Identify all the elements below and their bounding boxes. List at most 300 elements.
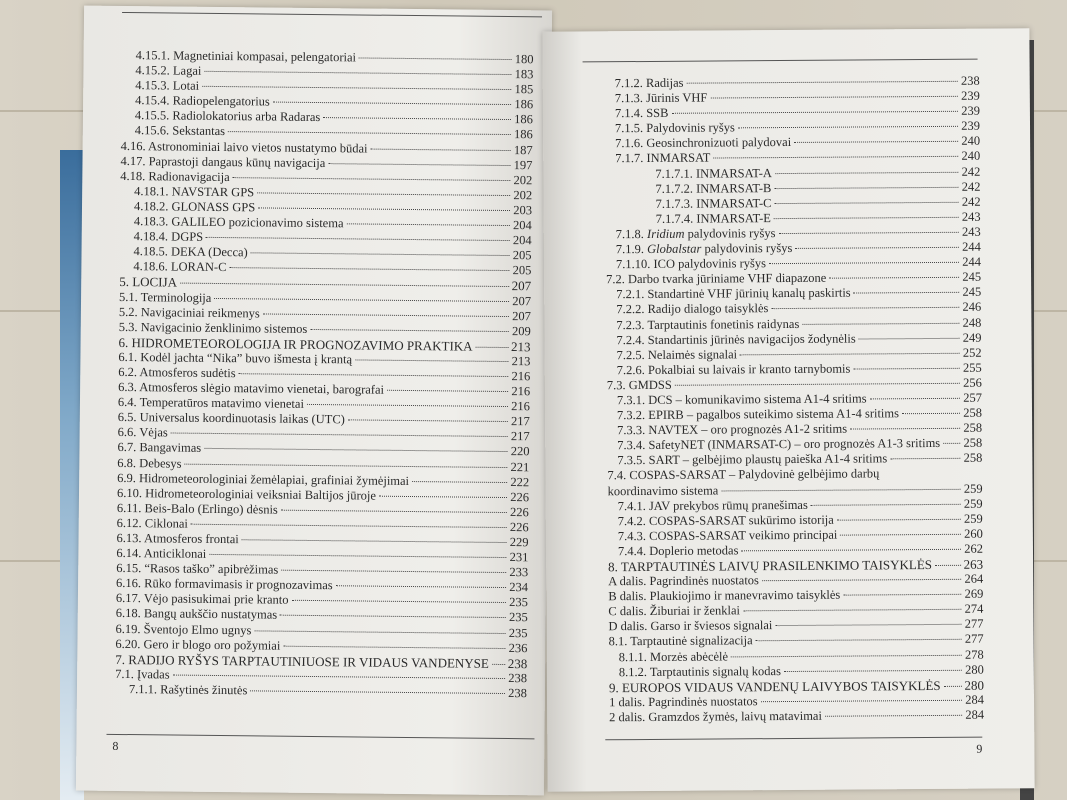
toc-entry-page: 258 (963, 450, 983, 466)
toc-entry-page: 262 (964, 541, 984, 556)
toc-entry-number: 6.9. (117, 470, 137, 485)
toc-entry-page: 245 (962, 284, 982, 300)
toc-entry-number: 7.1.3. (614, 91, 643, 106)
toc-entry-page: 258 (963, 420, 983, 435)
page-number: 9 (976, 741, 983, 756)
toc-entry-text: Beis-Balo (Erlingo) dėsnis (144, 501, 278, 517)
toc-entry-text: Tarptautinis signalų kodas (649, 663, 781, 679)
toc-entry-page: 244 (962, 254, 982, 269)
toc-entry-title (119, 274, 177, 290)
toc-entry-title (118, 365, 236, 381)
toc-entry-number: 6.16. (116, 576, 142, 591)
toc-entry-number: 4.15.4. (135, 93, 170, 108)
toc-entry-text: Kodėl jachta “Nika” buvo išmesta į krantą (140, 350, 353, 367)
toc-entry-number: 9. (608, 679, 619, 696)
toc-entry-text: Bangavimas (139, 440, 202, 456)
toc-entry-page: 259 (963, 511, 983, 526)
dot-leader (171, 433, 508, 438)
dot-leader (283, 645, 505, 648)
dot-leader (379, 495, 507, 497)
toc-entry-title (609, 694, 758, 710)
dot-leader (173, 674, 506, 678)
toc-entry-page: 217 (510, 429, 530, 444)
toc-entry-text: DEKA (Decca) (170, 244, 248, 260)
dot-leader (935, 565, 961, 566)
toc-entry-number: 8. (608, 559, 618, 575)
toc-entry-text: Tarptautinis fonetinis raidynas (647, 316, 800, 332)
toc-entry-page: 243 (961, 209, 981, 224)
dot-leader (731, 654, 962, 657)
toc-entry-text: Hidrometeorologiniai žemėlapiai, grafiniai žymėjimai (138, 470, 410, 488)
dot-leader (355, 359, 509, 362)
toc-entry-text: RADIJO RYŠYS TARPTAUTINIUOSE IR VIDAUS VANDENYSE (128, 651, 489, 671)
toc-entry-page: 235 (508, 610, 528, 625)
dot-leader (202, 86, 511, 90)
toc-entry-number: 6.1. (118, 349, 138, 365)
toc-entry-number: 7.4.2. (617, 513, 646, 528)
toc-entry-text: Radiopelengatorius (172, 93, 270, 109)
toc-entry-number: 4.15.1. (135, 48, 171, 63)
toc-entry-number: 5. (119, 274, 130, 290)
toc-entry-text: INMARSAT-E (696, 210, 771, 226)
toc-entry-title (609, 678, 941, 695)
toc-entry-title (116, 621, 252, 637)
toc-entry-title (617, 391, 867, 408)
toc-entry-page: 180 (514, 52, 534, 67)
toc-entry-page: 284 (965, 707, 985, 722)
toc-entry-number: 6.20. (115, 636, 141, 651)
toc-entry-number: 7.2.3. (616, 317, 645, 332)
toc-entry-text: COSPAS-SARSAT veikimo principai (649, 527, 838, 543)
toc-entry-page: 259 (963, 481, 983, 496)
toc-entry-text: GALILEO pozicionavimo sistema (171, 214, 344, 231)
toc-entry-page: 220 (510, 444, 530, 459)
toc-entry-page: 217 (510, 414, 530, 429)
toc-entry-text: Gero ir blogo oro požymiai (143, 636, 281, 653)
toc-entry-title (608, 588, 840, 605)
toc-entry-title (609, 709, 822, 725)
dot-leader (811, 503, 961, 505)
toc-entry-page: 255 (962, 360, 982, 375)
toc-entry-number: 4.18.5. (133, 244, 168, 259)
toc-entry-text: Tarptautinė signalizacija (630, 633, 753, 649)
dot-leader (250, 690, 505, 694)
dot-leader (206, 237, 510, 241)
toc-entry-text: Radijo dialogo taisyklės (647, 301, 769, 317)
toc-entry-title (616, 256, 766, 272)
toc-entry-page: 238 (508, 670, 528, 686)
toc-entry-page: 205 (512, 263, 532, 278)
toc-entry-text: SART – gelbėjimo plaustų paieška A1-4 sritims (648, 451, 888, 468)
toc-entry-text: Rašytinės žinutės (160, 682, 248, 698)
header-rule (583, 59, 978, 63)
dot-leader (774, 217, 959, 219)
toc-entry-text: Astronominiai laivo vietos nustatymo būdai (148, 138, 368, 156)
dot-leader (843, 594, 961, 596)
toc-entry-text: Darbo tvarka jūriniame VHF diapazone (627, 270, 827, 287)
toc-entry-title (617, 436, 940, 453)
toc-entry-number: 7.4.1. (617, 498, 646, 513)
toc-entry-number: 7.2. (606, 272, 625, 287)
dot-leader (336, 586, 507, 589)
toc-entry-number: 4.18.1. (134, 183, 169, 199)
toc-entry-page: 257 (963, 390, 982, 405)
toc-entry-number: 4.15.2. (135, 63, 170, 78)
toc-entry-page: 243 (961, 224, 981, 239)
dot-leader (902, 413, 960, 414)
dot-leader (762, 579, 962, 581)
toc-entry-number: 7.2.4. (616, 332, 645, 347)
toc-entry-page: 258 (963, 435, 983, 451)
toc-entry-number: 8.1.2. (618, 664, 647, 679)
toc-entry-page: 204 (513, 218, 532, 233)
toc-entry-text: palydovinis ryšys (701, 241, 793, 256)
toc-entry-page: 226 (509, 519, 529, 535)
toc-entry-number: 6.8. (117, 455, 137, 470)
toc-entry-page: 240 (961, 134, 981, 149)
toc-entry-page: 222 (510, 474, 530, 489)
toc-entry-page: 235 (508, 625, 528, 640)
toc-entry-page: 242 (961, 164, 981, 179)
dot-leader (853, 368, 960, 370)
toc-entry-number: 5.2. (118, 304, 138, 319)
toc-entry-number: 6.13. (116, 530, 142, 546)
toc-entry-page: 213 (510, 338, 531, 355)
dot-leader (870, 398, 961, 400)
toc-entry-text: Radijas (645, 75, 684, 90)
dot-leader (254, 630, 505, 634)
toc-entry-page: 234 (509, 580, 529, 595)
toc-entry-page: 278 (964, 647, 984, 662)
toc-entry-title (117, 516, 188, 532)
toc-entry-page: 239 (961, 103, 980, 118)
dot-leader (359, 57, 512, 60)
toc-entry-text: Paprastoji dangaus kūnų navigacija (148, 153, 326, 170)
toc-entry-number: 4.18.3. (133, 214, 169, 229)
footer-rule (106, 734, 534, 739)
toc-entry-title (608, 557, 932, 574)
dot-leader (890, 458, 960, 459)
toc-entry-page: 248 (962, 315, 982, 330)
toc-entry-number: 4.18.4. (133, 229, 169, 244)
dot-leader (185, 463, 508, 467)
dot-leader (686, 81, 958, 84)
toc-entry-text: ICO palydovinis ryšys (653, 256, 767, 272)
toc-entry-page: 209 (511, 323, 531, 338)
toc-entry-page: 256 (963, 375, 982, 390)
toc-entry-page: 238 (960, 73, 980, 88)
toc-entry-number: 4.15.5. (134, 108, 170, 123)
toc-entry-title (615, 91, 708, 107)
dot-leader (741, 549, 961, 552)
dot-leader (209, 554, 506, 558)
dot-leader (191, 524, 507, 528)
toc-entry-page: 187 (513, 142, 533, 157)
toc-entry-title (655, 166, 772, 182)
toc-entry-number: 4.15.3. (135, 78, 170, 93)
toc-entry (607, 436, 982, 454)
toc-entry-text: EUROPOS VIDAUS VANDENŲ LAIVYBOS TAISYKLĖS (621, 677, 941, 695)
toc-entry-number: 6.5. (117, 410, 137, 425)
toc-entry-title (133, 259, 226, 275)
dot-leader (229, 267, 509, 271)
dot-leader (281, 570, 506, 573)
toc-entry-number: 7.4.4. (617, 543, 647, 559)
toc-entry-text: Navigacinio ženklinimo sistemos (140, 319, 308, 336)
toc-entry-title (606, 271, 826, 288)
dot-leader (263, 313, 509, 317)
toc-entry-page: 252 (962, 345, 982, 360)
toc-entry-text: palydovinis ryšys (684, 226, 776, 241)
toc-entry-number: 7.2.1. (616, 287, 645, 302)
toc-entry-text: Rūko formavimasis ir prognozavimas (144, 576, 333, 593)
dot-leader (743, 609, 962, 612)
toc-entry-title (617, 347, 738, 363)
toc-entry-page: 280 (964, 677, 984, 693)
toc-entry-page: 204 (512, 233, 532, 248)
dot-leader (802, 322, 959, 324)
toc-entry-title (608, 483, 719, 499)
toc-entry-title (616, 331, 855, 348)
dot-leader (854, 292, 960, 294)
toc-entry-page: 269 (964, 586, 984, 601)
toc-entry-title (616, 226, 776, 242)
dot-leader (258, 207, 510, 211)
toc-entry-text: Lotai (172, 78, 200, 93)
toc-entry-page: 246 (962, 300, 982, 315)
toc-entry-page: 235 (509, 595, 528, 610)
toc-entry-title (135, 93, 270, 109)
toc-entry-page: 277 (964, 617, 984, 632)
toc-entry-page: 207 (512, 293, 532, 308)
toc-entry-page: 274 (964, 601, 984, 617)
dot-leader (738, 126, 958, 129)
toc-entry-text: Palydovinis ryšys (646, 120, 735, 136)
toc-entry-number: 7.1.5. (614, 121, 644, 136)
toc-entry-number: 6.7. (117, 440, 137, 455)
toc-entry-text: Bangų aukščio nustatymas (143, 606, 278, 623)
toc-entry-text: NAVSTAR GPS (171, 184, 255, 200)
toc-entry-number: 7.2.2. (616, 302, 645, 317)
dot-leader (671, 111, 958, 114)
toc-entry-number: 6.12. (116, 515, 142, 531)
dot-leader (850, 428, 960, 430)
toc-entry-text: INMARSAT (646, 151, 711, 166)
toc-entry-title (115, 667, 170, 683)
toc-entry-page: 226 (510, 489, 530, 504)
toc-entry-title (617, 406, 899, 423)
dot-leader (740, 352, 960, 355)
toc-entry-title (117, 440, 201, 456)
dot-leader (370, 148, 510, 150)
toc-entry-text: INMARSAT-A (695, 165, 772, 181)
toc-entry-title (116, 606, 278, 623)
right-page (542, 28, 1034, 791)
toc-entry-title (615, 135, 791, 151)
toc-entry-number: 7.1. (115, 666, 134, 681)
dot-leader (784, 669, 962, 671)
toc-entry-title (616, 302, 768, 318)
toc-entry-text: Įvadas (136, 667, 170, 682)
toc-entry-text: Radiolokatorius arba Radaras (172, 108, 321, 125)
toc-entry-title (615, 76, 684, 91)
toc-entry-title (608, 604, 740, 620)
toc-entry-text: Sekstantas (172, 123, 226, 139)
toc-entry-text: SSB (646, 106, 669, 121)
dot-leader (280, 615, 506, 618)
toc-entry-text: Atmosferos frontai (143, 531, 239, 547)
toc-entry-text: NAVTEX – oro prognozės A1-2 sritims (648, 421, 848, 438)
toc-entry-title (135, 78, 199, 94)
toc-entry-title (115, 637, 280, 654)
toc-entry-page: 242 (961, 179, 981, 194)
toc-entry-title (616, 316, 799, 332)
toc-entry-page: 258 (963, 405, 983, 420)
dot-leader (233, 177, 511, 181)
toc-entry-number: 7.3.4. (617, 438, 646, 453)
toc-entry-text: Atmosferos slėgio matavimo vienetai, barografai (139, 380, 385, 397)
toc-entry-page: 231 (509, 550, 529, 565)
toc-entry-number: 6. (118, 334, 129, 350)
toc-entry-page: 213 (511, 353, 531, 369)
toc-entry-number: 8.1. (608, 634, 628, 649)
dot-leader (795, 247, 959, 249)
toc-entry-title (616, 241, 793, 257)
toc-entry-title (119, 305, 260, 321)
toc-entry-text: Navigaciniai reikmenys (140, 304, 260, 321)
toc-entry-title (116, 531, 238, 547)
toc-entry-text: INMARSAT-C (696, 195, 772, 211)
dot-leader (204, 448, 508, 452)
toc-entry-page: 263 (963, 556, 984, 572)
toc-entry-text: Universalus koordinuotasis laikas (UTC) (139, 410, 345, 427)
toc-entry-number: 8.1.1. (618, 649, 647, 664)
toc-entry-page: 202 (513, 187, 533, 203)
toc-entry-text: Pokalbiai su laivais ir kranto tarnybomis (647, 361, 851, 377)
header-rule (122, 12, 542, 17)
toc-entry-page: 205 (512, 248, 532, 263)
toc-entry-title (616, 286, 851, 303)
toc-entry-number: 7.1.6. (615, 136, 644, 151)
toc-entry-title (615, 121, 735, 137)
toc-entry-number: 7.1.7. (615, 151, 644, 166)
toc-entry-number: 6.6. (117, 425, 137, 440)
toc-entry-title (615, 151, 710, 167)
toc-entry-title (116, 561, 278, 578)
dot-leader (778, 232, 959, 234)
toc-entry-title (607, 467, 879, 484)
toc-entry-text: Standartinė VHF jūrinių kanalų paskirtis (647, 285, 851, 302)
dot-leader (774, 202, 958, 204)
toc-entry-text: EPIRB – pagalbos suteikimo sistema A1-4 sritims (648, 406, 900, 423)
dot-leader (214, 297, 509, 301)
toc-entry-title (619, 664, 781, 680)
toc-entry-text: Atmosferos sudėtis (139, 365, 236, 381)
toc-entry-page: 202 (513, 172, 533, 188)
toc-entry-page: 226 (510, 504, 529, 520)
dot-leader (774, 186, 958, 188)
left-page (76, 6, 552, 796)
toc-entry-text: Debesys (139, 455, 182, 471)
dot-leader (675, 383, 960, 386)
dot-leader (347, 223, 511, 226)
toc-entry-page: 238 (508, 685, 528, 701)
toc-entry-italic-term: Iridium (646, 226, 685, 241)
toc-entry-text: Jūrinis VHF (646, 90, 708, 106)
toc-entry-title (615, 106, 669, 121)
toc-entry-number: 5.1. (119, 289, 138, 304)
toc-entry-number: 5.3. (118, 319, 138, 334)
toc-entry-number: 6.14. (116, 546, 142, 561)
dot-leader (829, 277, 959, 279)
toc-entry-page: 216 (511, 399, 531, 414)
toc-entry-text: INMARSAT-B (696, 180, 772, 196)
dot-leader (257, 192, 510, 196)
toc-entry-text: Anticiklonai (143, 546, 207, 561)
toc-entry-text: SafetyNET (INMARSAT-C) – oro prognozės A1-3 sritims (648, 436, 941, 453)
toc-entry-number: 4.18.2. (133, 199, 169, 214)
dot-leader (713, 156, 958, 159)
toc-entry-text: “Rasos taško” apibrėžimas (144, 561, 279, 577)
toc-entry-title (134, 199, 255, 215)
toc-entry-number: 6.18. (115, 606, 141, 621)
toc-entry-number: 7.1.7.3. (655, 196, 694, 211)
toc-entry-text: COSPAS-SARSAT – Palydovinė gelbėjimo darbų (629, 466, 880, 483)
toc-entry-number: 4.18.6. (133, 259, 168, 274)
toc-entry-title (618, 527, 838, 544)
toc-entry-text: Ciklonai (144, 516, 188, 531)
toc-entry-text: Vėjas (139, 425, 168, 440)
toc-entry-page: 277 (964, 632, 984, 647)
toc-entry-page: 216 (511, 384, 531, 399)
dot-leader (273, 102, 512, 105)
toc-entry-number: 7.1.4. (614, 106, 644, 121)
toc-entry-text: Morzės abėcėlė (649, 648, 729, 664)
dot-leader (859, 337, 960, 339)
toc-entry-number: 7.3.1. (616, 392, 646, 408)
toc-entry-page: 203 (513, 203, 533, 218)
toc-entry-number: 7.1.8. (615, 226, 644, 242)
dot-leader (775, 624, 961, 626)
toc-entry-page: 259 (963, 496, 983, 511)
toc-entry-text: Temperatūros matavimo vienetai (139, 395, 305, 412)
toc-entry-number: 7.2.6. (616, 362, 645, 377)
dot-leader (412, 481, 507, 483)
dot-leader (710, 96, 958, 99)
toc-entry-title (116, 546, 206, 562)
toc-entry-page: 207 (511, 278, 532, 294)
toc-list-left (115, 48, 534, 701)
toc-entry-text: Standartinis jūrinės navigacijos žodynėlis (647, 331, 856, 347)
toc-entry-number: 4.15.6. (134, 123, 170, 138)
footer-rule (605, 737, 982, 741)
dot-leader (307, 404, 508, 407)
dot-leader (180, 283, 509, 287)
dot-leader (840, 534, 961, 536)
toc-entry-title (608, 618, 772, 634)
toc-entry-page: 221 (510, 459, 530, 474)
toc-entry-page: 186 (514, 112, 534, 127)
toc-entry-number: 7.1.7.1. (655, 166, 693, 181)
toc-entry-number: 6.11. (116, 500, 142, 516)
toc-entry-text: Magnetiniai kompasai, pelengatoriai (173, 48, 357, 65)
toc-entry-number: 6.4. (117, 395, 137, 410)
dot-leader (721, 488, 961, 491)
toc-entry-page: 216 (511, 369, 531, 384)
toc-entry-number: 6.10. (116, 485, 143, 500)
toc-entry-text: HIDROMETEOROLOGIJA IR PROGNOZAVIMO PRAKTIKA (131, 334, 473, 354)
toc-entry-number: 4.18. (120, 168, 146, 183)
